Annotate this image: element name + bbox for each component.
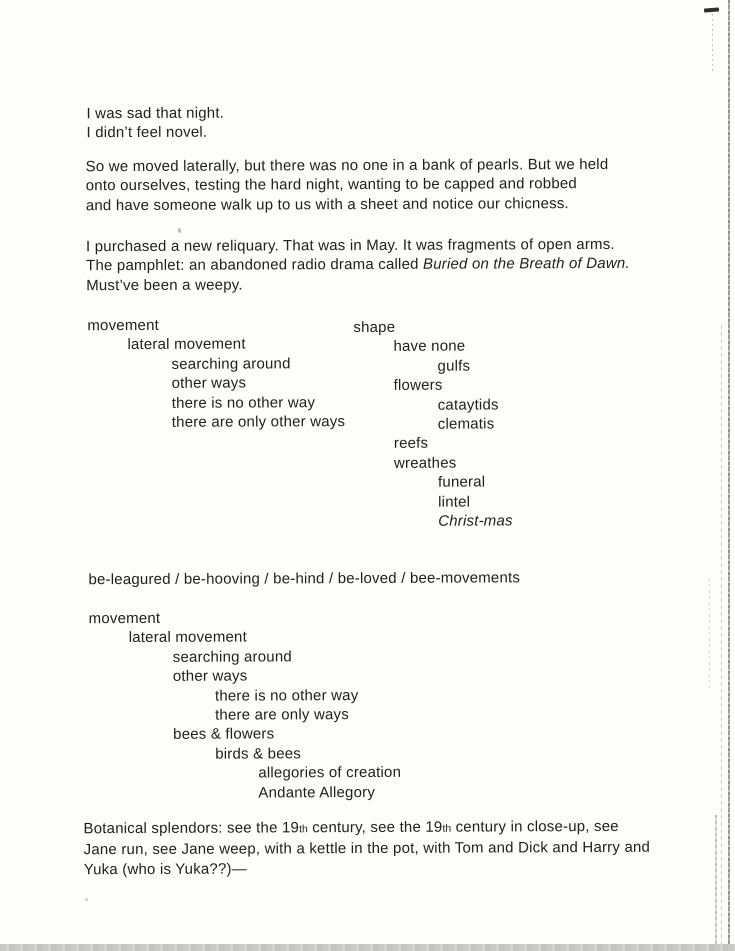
list-item: lintel — [438, 493, 471, 511]
list-item: other ways — [171, 374, 247, 393]
list-item: searching around — [171, 355, 291, 373]
scan-edge-line — [728, 0, 730, 951]
movement-list-1 — [87, 315, 345, 433]
text-line: So we moved laterally, but there was no one in a bank of pearls. But we held — [85, 155, 609, 176]
list-item: there is no other way — [171, 393, 316, 412]
scan-edge-line-faint — [709, 578, 710, 688]
stanza-3-line-3: Must’ve been a weepy. — [86, 276, 243, 295]
closing-line-1 — [83, 817, 650, 841]
list-item: Andante Allegory — [258, 783, 376, 802]
stanza-3-line-2 — [86, 254, 630, 276]
stanza-1 — [86, 104, 224, 143]
list-item: allegories of creation — [258, 764, 402, 782]
list-item: gulfs — [437, 357, 471, 375]
ordinal-suffix: th — [442, 822, 452, 835]
list-item: flowers — [393, 376, 443, 395]
list-item: shape — [353, 318, 396, 337]
list-item: there are only other ways — [171, 413, 346, 431]
list-item: birds & bees — [215, 745, 302, 763]
closing-line-2: Jane run, see Jane weep, with a kettle in the pot, with Tom and Dick and Harry and — [83, 839, 651, 859]
list-item: there is no other way — [214, 686, 359, 705]
scan-speckle — [178, 228, 181, 233]
list-item: searching around — [172, 648, 292, 666]
movement-list-2 — [89, 608, 402, 803]
italic-title: Buried on the Breath of Dawn. — [422, 255, 630, 274]
scan-edge-line-faint — [715, 815, 717, 945]
list-item: Christ-mas — [438, 512, 513, 530]
closing-paragraph — [83, 817, 650, 880]
text-segment: The pamphlet: an abandoned radio drama called — [86, 256, 424, 275]
list-item: have none — [393, 337, 466, 356]
list-item: cataytids — [437, 396, 499, 414]
list-item: there are only ways — [215, 706, 349, 724]
list-item: movement — [88, 609, 161, 628]
closing-line-3: Yuka (who is Yuka??)— — [83, 860, 247, 879]
stanza-3 — [86, 235, 630, 296]
text-line: onto ourselves, testing the hard night, wanting to be capped and robbed — [85, 175, 577, 195]
list-item: lateral movement — [127, 335, 246, 354]
text-line: and have someone walk up to us with a sheet and notice our chicness. — [85, 194, 569, 215]
list-item: wreathes — [393, 454, 457, 472]
text-segment: Botanical splendors: see the 19 — [83, 819, 300, 838]
scan-speckle — [85, 898, 88, 901]
shape-list — [353, 317, 512, 531]
text-segment: century, see the 19 — [307, 818, 443, 837]
list-item: funeral — [437, 473, 486, 491]
list-item: reefs — [393, 435, 429, 453]
text-segment: century in close-up, see — [451, 817, 619, 836]
scan-bottom-band — [0, 944, 735, 951]
list-item: clematis — [437, 415, 495, 433]
text-line: I didn’t feel novel. — [86, 124, 208, 142]
list-item: other ways — [172, 667, 248, 686]
list-item: bees & flowers — [173, 725, 275, 744]
list-item: movement — [87, 316, 160, 335]
stanza-3-line-1: I purchased a new reliquary. That was in May. It was fragments of open arms. — [85, 235, 615, 256]
stanza-2 — [86, 155, 609, 215]
interlude-line: be-leagured / be-hooving / be-hind / be-loved / bee-movements — [88, 569, 521, 589]
scan-edge-line-faint — [721, 325, 722, 945]
text-line: I was sad that night. — [86, 104, 225, 123]
scan-corner-trail — [712, 14, 713, 72]
ordinal-suffix: th — [299, 823, 308, 836]
list-item: lateral movement — [128, 628, 247, 647]
